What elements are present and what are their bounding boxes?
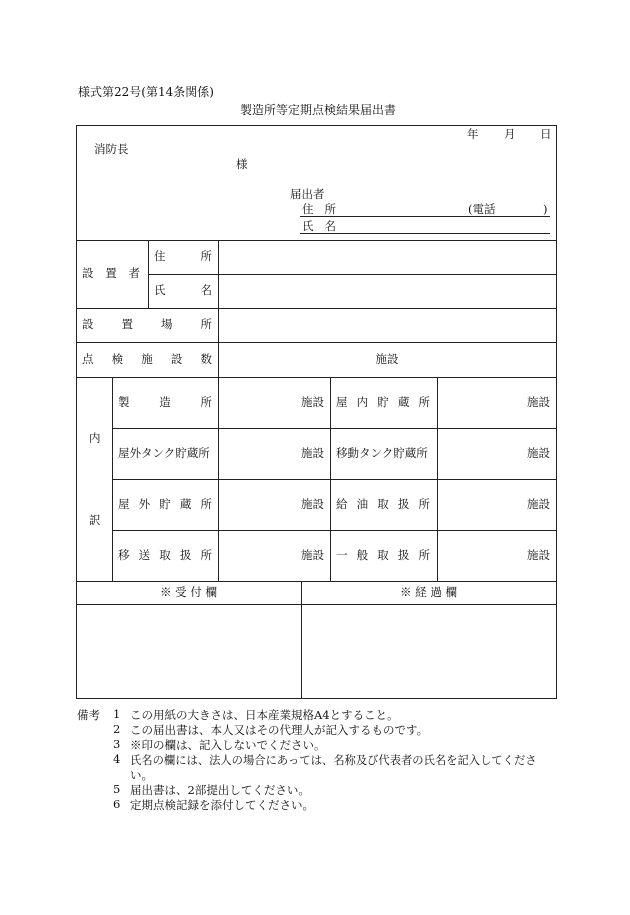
note-text: 氏名の欄には、法人の場合にあっては、名称及び代表者の氏名を記入してくださ — [130, 754, 537, 767]
facility-transfer: 移 送 取 扱 所 — [118, 547, 212, 562]
facility-mobile-tank-storage: 移動タンク貯蔵所 — [336, 445, 428, 460]
facility-refueling: 給 油 取 扱 所 — [336, 496, 430, 511]
facility-unit: 施設 — [527, 547, 550, 562]
applicant-name-label: 氏 名 — [302, 219, 336, 234]
progress-label: ※ 経 過 欄 — [400, 584, 457, 599]
note-text: この届出書は、本人又はその代理人が記入するものです。 — [130, 723, 429, 737]
installer-address-label: 住 所 — [154, 249, 212, 264]
notes-heading: 備考 — [77, 708, 100, 722]
facility-unit: 施設 — [527, 394, 550, 409]
honorific-label: 様 — [236, 157, 248, 171]
facility-outdoor-storage: 屋 外 貯 蔵 所 — [118, 496, 212, 511]
note-number: 2 — [113, 722, 121, 736]
inspection-count-label: 点 検 施 設 数 — [82, 351, 212, 366]
applicant-label: 届出者 — [290, 187, 325, 201]
breakdown-label-top: 内 — [89, 431, 101, 445]
facility-unit: 施設 — [301, 496, 324, 511]
facility-manufacturing: 製 造 所 — [118, 394, 212, 409]
facility-unit: 施設 — [527, 496, 550, 511]
phone-open: (電話 — [468, 202, 496, 216]
note-text: 届出書は、2部提出してください。 — [130, 783, 310, 797]
installer-label: 設 置 者 — [82, 266, 140, 281]
note-number: 1 — [113, 707, 121, 721]
inspection-count-unit: 施設 — [375, 351, 399, 366]
note-number: 6 — [113, 797, 121, 811]
location-label: 設 置 場 所 — [82, 317, 212, 332]
facility-unit: 施設 — [527, 445, 550, 460]
phone-close: ) — [543, 202, 548, 216]
note-text: この用紙の大きさは、日本産業規格A4とすること。 — [130, 708, 399, 722]
date-year: 年 — [467, 127, 479, 141]
facility-outdoor-tank-storage: 屋外タンク貯蔵所 — [118, 445, 210, 460]
installer-name-label: 氏 名 — [154, 283, 212, 298]
applicant-address-label: 住 所 — [302, 202, 336, 217]
date-month: 月 — [504, 127, 516, 141]
facility-unit: 施設 — [301, 445, 324, 460]
note-text: ※印の欄は、記入しないでください。 — [130, 738, 326, 752]
form-title: 製造所等定期点検結果届出書 — [240, 103, 397, 117]
date-day: 日 — [540, 127, 552, 141]
note-number: 5 — [113, 782, 121, 796]
breakdown-label-bottom: 訳 — [89, 513, 101, 527]
note-number: 4 — [113, 752, 121, 766]
facility-unit: 施設 — [301, 394, 324, 409]
facility-general-handling: 一 般 取 扱 所 — [336, 547, 430, 562]
address-underline — [300, 216, 550, 217]
name-underline — [300, 233, 550, 234]
form-number: 様式第22号(第14条関係) — [78, 85, 214, 99]
facility-unit: 施設 — [301, 547, 324, 562]
note-number: 3 — [113, 737, 121, 751]
reception-label: ※ 受 付 欄 — [160, 584, 217, 599]
fire-chief-label: 消防長 — [94, 142, 129, 156]
note-text: 定期点検記録を添付してください。 — [130, 798, 314, 812]
facility-indoor-storage: 屋 内 貯 蔵 所 — [336, 394, 430, 409]
note-text-continued: い。 — [130, 768, 153, 782]
